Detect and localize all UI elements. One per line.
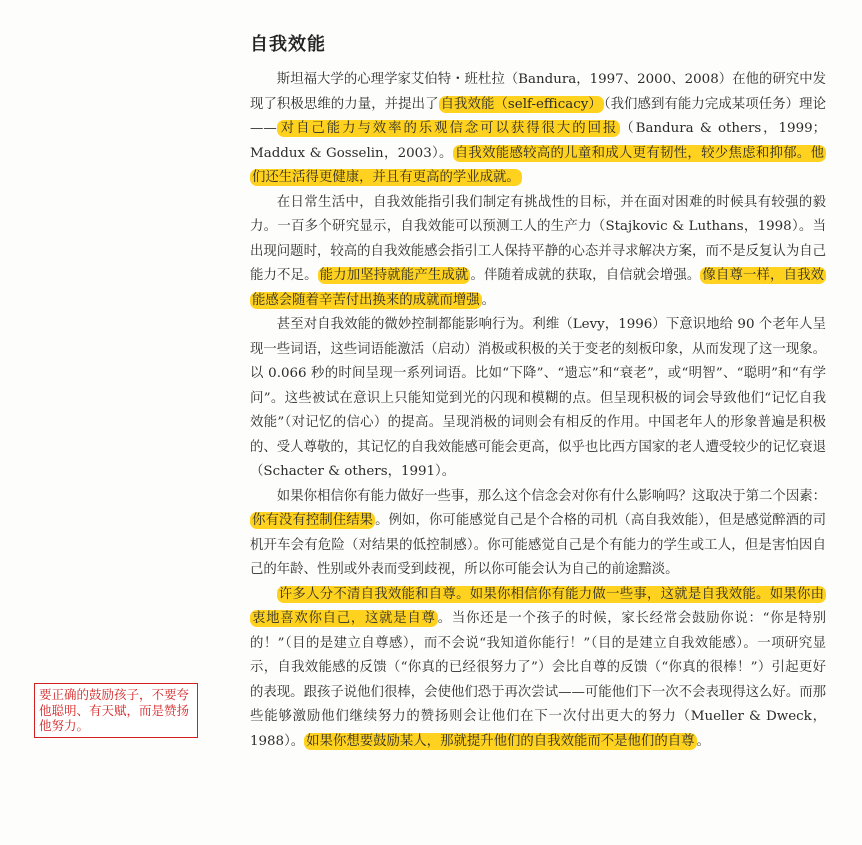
text-run: （我们感到有能力完成某项任务）理论—— — [250, 96, 826, 136]
highlighted-text: 许多人分不清自我效能和自尊。如果你相信你有能力做一些事，这就是自我效能。如果你由衷地喜欢你自己，这就是自尊 — [252, 586, 824, 626]
margin-note: 要正确的鼓励孩子，不要夸他聪明、有天赋，而是赞扬他努力。 — [34, 683, 198, 738]
text-run: 。当你还是一个孩子的时候，家长经常会鼓励你说：“你是特别的！”（目的是建立自尊感），而不会说“我知道你能行！”（目的是建立自我效能感）。一项研究显示，自我效能感的反馈（“你真的已经很努力了”）会比自尊的反馈（“你真的很棒！”）引起更好的表现。跟孩子说他们很棒，会使他们恐于再次尝试——可能他们下一次不会表现得这么好。而那些能够激励他们继续努力的赞扬则会让他们在下一次付出更大的努力（Mueller & Dweck，1988）。 — [250, 611, 827, 749]
paragraph — [250, 485, 826, 583]
text-run: 。伴随着成就的获取，自信就会增强。 — [470, 268, 701, 283]
paragraph — [250, 68, 826, 191]
text-run: 甚至对自我效能的微妙控制都能影响行为。利维（Levy，1996）下意识地给 90 个老年人呈现一些词语，这些词语能激活（启动）消极或积极的关于变老的刻板印象，从而发现了这一现象。以 0.066 秒的时间呈现一系列词语。比如“下降”、“遗忘”和“衰老”，或“明智”、“聪明”和“有学问”。这些被试在意识上只能知觉到光的闪现和模糊的点。但呈现积极的词会导致他们“记忆自我效能”（对记忆的信心）的提高。呈现消极的词则会有相反的作用。中国老年人的形象普遍是积极的、受人尊敬的，其记忆的自我效能感可能会更高，似乎也比西方国家的老人遭受较少的记忆衰退（Schacter & others，1991）。 — [250, 317, 826, 479]
paragraph — [250, 313, 826, 485]
highlighted-text: 如果你想要鼓励某人，那就提升他们的自我效能而不是他们的自尊 — [306, 733, 695, 749]
text-run: 斯坦福大学的心理学家艾伯特・班杜拉（Bandura，1997、2000、2008）在他的研究中发现了积极思维的力量，并提出了 — [250, 72, 826, 112]
paragraph — [250, 191, 826, 314]
text-run: 在日常生活中，自我效能指引我们制定有挑战性的目标，并在面对困难的时候具有较强的毅力。一百多个研究显示，自我效能可以预测工人的生产力（Stajkovic & Luthans，1998）。当出现问题时，较高的自我效能感会指引工人保持平静的心态并寻求解决方案，而不是反复认为自己能力不足。 — [250, 194, 826, 283]
text-run: 。 — [481, 292, 496, 308]
text-run: 。例如，你可能感觉自己是个合格的司机（高自我效能），但是感觉醉酒的司机开车会有危险（对结果的低控制感）。你可能感觉自己是个有能力的学生或工人，但是害怕因自己的年龄、性别或外表而受到歧视，所以你可能会认为自己的前途黯淡。 — [250, 513, 826, 577]
text-run: 如果你相信你有能力做好一些事，那么这个信念会对你有什么影响吗？这取决于第二个因素： — [276, 488, 826, 504]
highlighted-text: 自我效能（self-efficacy） — [440, 96, 602, 112]
section-heading: 自我效能 — [250, 34, 326, 55]
highlighted-text: 能力加坚持就能产生成就 — [319, 268, 469, 283]
highlighted-text: 像自尊一样，自我效能感会随着辛苦付出换来的成就而增强 — [252, 268, 825, 308]
highlighted-text: 你有没有控制住结果 — [252, 513, 374, 528]
body-text — [250, 68, 826, 754]
text-run: （Bandura & others，1999；Maddux & Gosselin，2003）。 — [250, 121, 826, 161]
paragraph — [250, 583, 826, 755]
highlighted-text: 自我效能感较高的儿童和成人更有韧性，较少焦虑和抑郁。他们还生活得更健康，并且有更高的学业成就。 — [252, 145, 824, 185]
highlighted-text: 对自己能力与效率的乐观信念可以获得很大的回报 — [278, 121, 619, 136]
text-run: 。 — [696, 733, 710, 749]
